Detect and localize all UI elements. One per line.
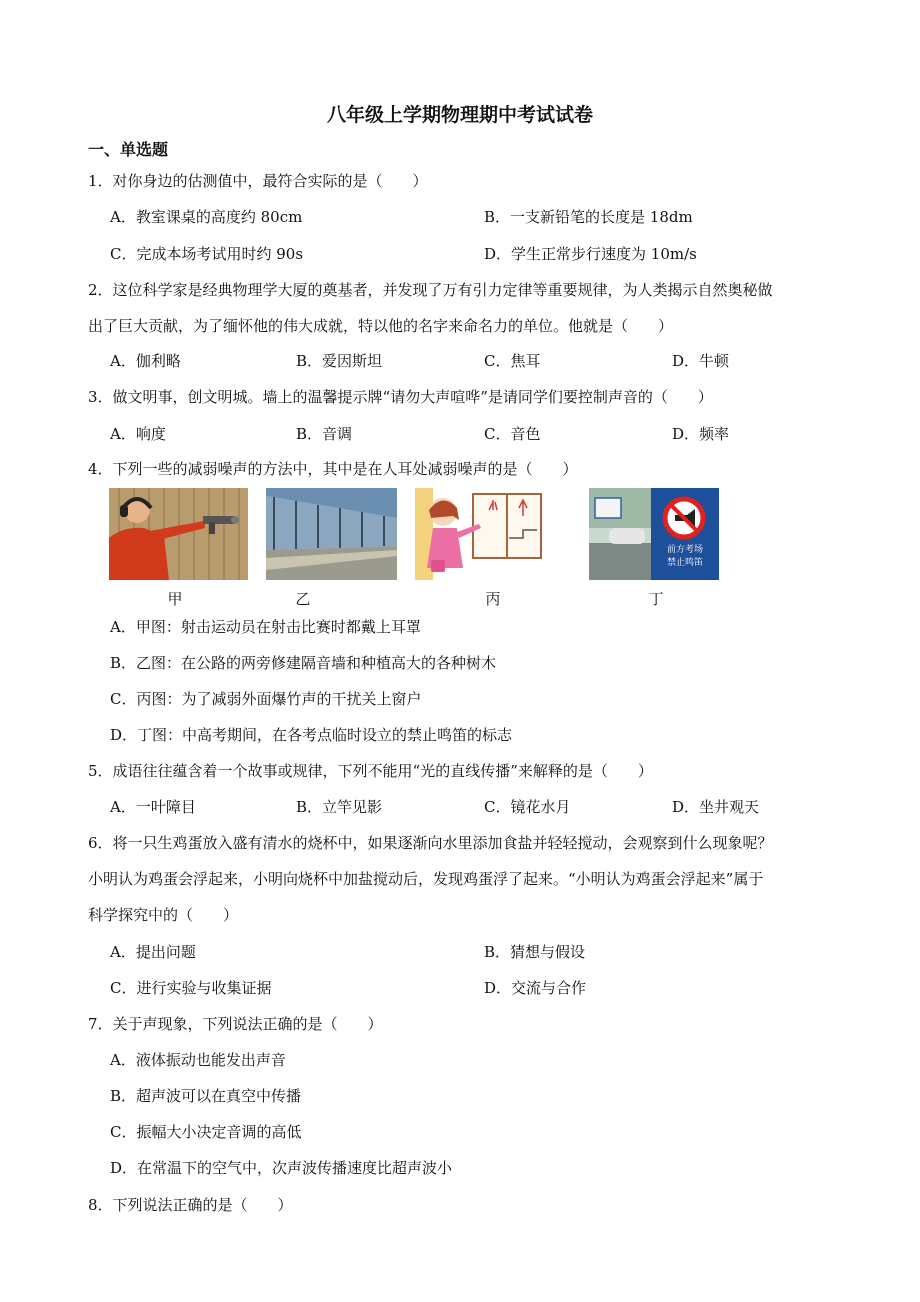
question-6-line-3: 科学探究中的（ ） [88, 906, 239, 924]
question-2-line-2: 出了巨大贡献，为了缅怀他的伟大成就，特以他的名字来命名力的单位。他就是（ ） [88, 317, 674, 335]
q7-option-c[interactable]: C．振幅大小决定音调的高低 [110, 1123, 302, 1141]
q4-option-d[interactable]: D．丁图：中高考期间，在各考点临时设立的禁止鸣笛的标志 [110, 726, 513, 744]
q1-option-a[interactable]: A．教室课桌的高度约 80cm [110, 208, 303, 226]
exam-title: 八年级上学期物理期中考试试卷 [326, 104, 593, 126]
q2-option-b[interactable]: B．爱因斯坦 [296, 352, 383, 370]
q7-option-a[interactable]: A．液体振动也能发出声音 [110, 1051, 286, 1069]
q7-option-d[interactable]: D．在常温下的空气中，次声波传播速度比超声波小 [110, 1159, 453, 1177]
q1-option-d[interactable]: D．学生正常步行速度为 10m/s [484, 245, 697, 263]
image-jia-shooter [109, 488, 248, 580]
question-6-line-2: 小明认为鸡蛋会浮起来，小明向烧杯中加盐搅动后，发现鸡蛋浮了起来。“小明认为鸡蛋会浮起来”属于 [88, 870, 764, 888]
image-yi-sound-barrier [266, 488, 397, 580]
question-7-stem: 7．关于声现象，下列说法正确的是（ ） [88, 1015, 383, 1033]
question-1-stem: 1．对你身边的估测值中，最符合实际的是（ ） [88, 172, 428, 190]
q3-option-a[interactable]: A．响度 [110, 425, 166, 443]
question-6-line-1: 6．将一只生鸡蛋放入盛有清水的烧杯中，如果逐渐向水里添加食盐并轻轻搅动，会观察到什么现象呢？ [88, 834, 773, 852]
q5-option-b[interactable]: B．立竿见影 [296, 798, 383, 816]
question-5-stem: 5．成语往往蕴含着一个故事或规律，下列不能用“光的直线传播”来解释的是（ ） [88, 762, 653, 780]
q4-option-a[interactable]: A．甲图：射击运动员在射击比赛时都戴上耳罩 [110, 618, 421, 636]
q5-option-c[interactable]: C．镜花水月 [484, 798, 571, 816]
caption-bing: 丙 [485, 590, 501, 608]
q6-option-b[interactable]: B．猜想与假设 [484, 943, 586, 961]
q2-option-c[interactable]: C．焦耳 [484, 352, 541, 370]
q5-option-d[interactable]: D．坐井观天 [672, 798, 760, 816]
image-bing-closing-window [413, 488, 543, 580]
question-8-stem: 8．下列说法正确的是（ ） [88, 1196, 293, 1214]
q4-option-b[interactable]: B．乙图：在公路的两旁修建隔音墙和种植高大的各种树木 [110, 654, 497, 672]
q5-option-a[interactable]: A．一叶障目 [110, 798, 196, 816]
sign-text-line-2: 禁止鸣笛 [666, 558, 704, 568]
q3-option-b[interactable]: B．音调 [296, 425, 353, 443]
image-ding-no-horn-sign [589, 488, 719, 580]
q3-option-c[interactable]: C．音色 [484, 425, 541, 443]
question-2-line-1: 2．这位科学家是经典物理学大厦的奠基者，并发现了万有引力定律等重要规律，为人类揭示自然奥秘做 [88, 281, 773, 299]
question-4-stem: 4．下列一些的减弱噪声的方法中，其中是在人耳处减弱噪声的是（ ） [88, 460, 578, 478]
caption-ding: 丁 [648, 590, 664, 608]
section-heading: 一、单选题 [88, 140, 169, 159]
q4-option-c[interactable]: C．丙图：为了减弱外面爆竹声的干扰关上窗户 [110, 690, 422, 708]
q1-option-b[interactable]: B．一支新铅笔的长度是 18dm [484, 208, 693, 226]
q6-option-c[interactable]: C．进行实验与收集证据 [110, 979, 272, 997]
q3-option-d[interactable]: D．频率 [672, 425, 730, 443]
question-3-stem: 3．做文明事，创文明城。墙上的温馨提示牌“请勿大声喧哗”是请同学们要控制声音的（ ） [88, 388, 713, 406]
q2-option-d[interactable]: D．牛顿 [672, 352, 730, 370]
q2-option-a[interactable]: A．伽利略 [110, 352, 181, 370]
q1-option-c[interactable]: C．完成本场考试用时约 90s [110, 245, 304, 263]
q7-option-b[interactable]: B．超声波可以在真空中传播 [110, 1087, 302, 1105]
caption-jia: 甲 [167, 590, 183, 608]
q6-option-d[interactable]: D．交流与合作 [484, 979, 587, 997]
caption-yi: 乙 [295, 590, 311, 608]
q6-option-a[interactable]: A．提出问题 [110, 943, 196, 961]
sign-text-line-1: 前方考场 [666, 545, 704, 555]
